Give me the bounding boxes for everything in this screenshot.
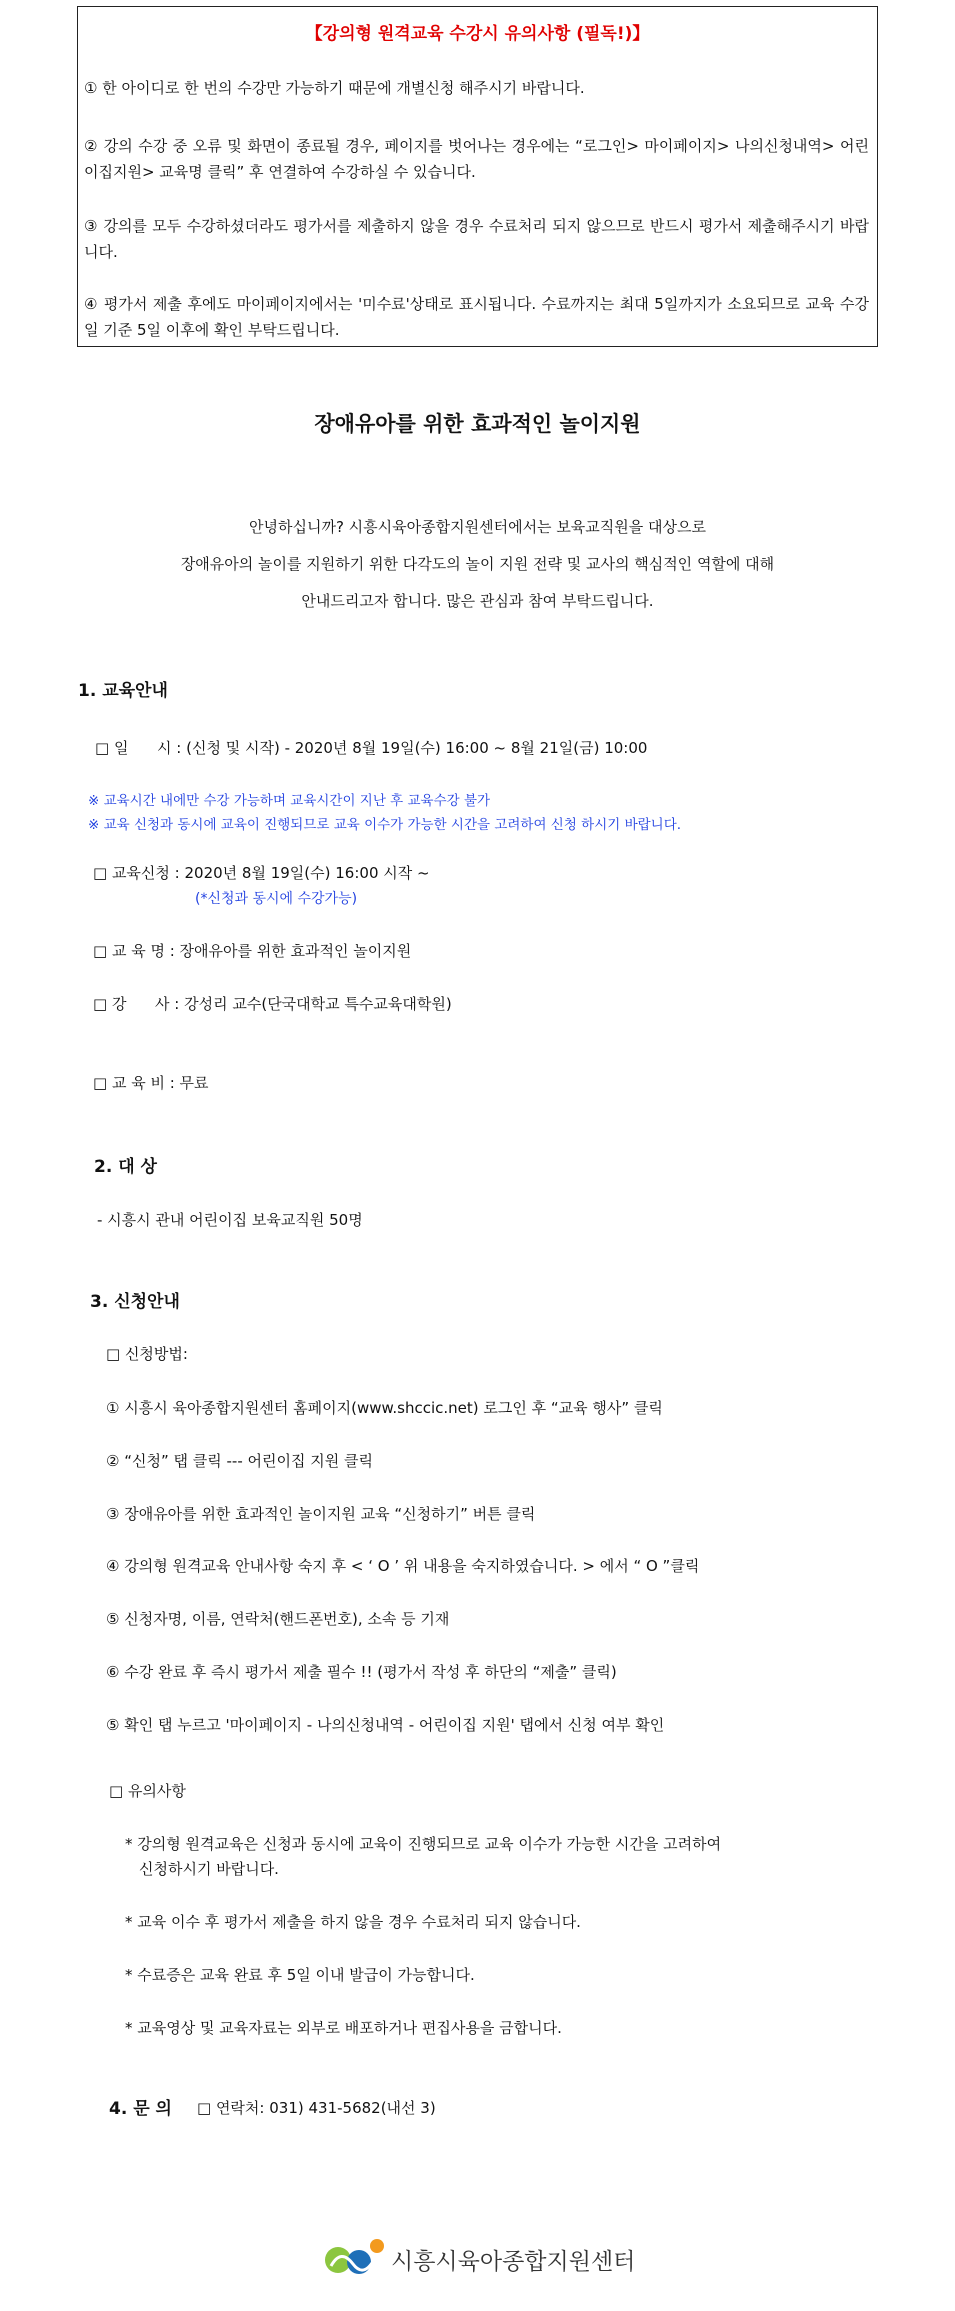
apply-line: □ 교육신청 : 2020년 8월 19일(수) 16:00 시작 ~	[93, 864, 430, 882]
contact-line: □ 연락처: 031) 431-5682(내선 3)	[197, 2099, 436, 2117]
step-2: ② “신청” 탭 클릭 --- 어린이집 지원 클릭	[106, 1452, 373, 1470]
section4-heading: 4. 문 의	[109, 2099, 172, 2119]
intro-line-3: 안내드리고자 합니다. 많은 관심과 참여 부탁드립니다.	[301, 592, 654, 610]
step-5: ⑤ 신청자명, 이름, 연락처(핸드폰번호), 소속 등 기재	[106, 1610, 450, 1628]
caution-2: * 교육 이수 후 평가서 제출을 하지 않을 경우 수료처리 되지 않습니다.	[125, 1913, 581, 1931]
caution-3: * 수료증은 교육 완료 후 5일 이내 발급이 가능합니다.	[125, 1966, 475, 1984]
section1-heading: 1. 교육안내	[78, 681, 168, 701]
page-title: 장애유아를 위한 효과적인 놀이지원	[314, 412, 641, 436]
center-logo-icon	[323, 2236, 387, 2280]
caution-1-cont: 신청하시기 바랍니다.	[139, 1860, 279, 1878]
section3-heading: 3. 신청안내	[90, 1292, 180, 1312]
caution-4: * 교육영상 및 교육자료는 외부로 배포하거나 편집사용을 금합니다.	[125, 2019, 562, 2037]
course-name-line: □ 교 육 명 : 장애유아를 위한 효과적인 놀이지원	[93, 942, 412, 960]
section2-heading: 2. 대 상	[94, 1157, 157, 1177]
footer-org-name: 시흥시육아종합지원센터	[391, 2249, 636, 2275]
notice-item-4: ④ 평가서 제출 후에도 마이페이지에서는 '미수료'상태로 표시됩니다. 수료까지는 최대 5일까지가 소요되므로 교육 수강일 기준 5일 이후에 확인 부탁드립니다.	[84, 295, 869, 339]
notice-title: 【강의형 원격교육 수강시 유의사항 (필독!)】	[305, 24, 650, 44]
notice-item-2: ② 강의 수강 중 오류 및 화면이 종료될 경우, 페이지를 벗어나는 경우에는 “로그인> 마이페이지> 나의신청내역> 어린이집지원> 교육명 클릭” 후 연결하여 수강하실 수 있습니다.	[84, 137, 869, 181]
apply-note: (*신청과 동시에 수강가능)	[195, 891, 358, 907]
lecturer-line: □ 강 사 : 강성리 교수(단국대학교 특수교육대학원)	[93, 995, 452, 1013]
intro-line-1: 안녕하십니까? 시흥시육아종합지원센터에서는 보육교직원을 대상으로	[249, 518, 706, 536]
step-4: ④ 강의형 원격교육 안내사항 숙지 후 < ‘ O ’ 위 내용을 숙지하였습니다. > 에서 “ O ”클릭	[106, 1557, 700, 1575]
caution-1: * 강의형 원격교육은 신청과 동시에 교육이 진행되므로 교육 이수가 가능한 시간을 고려하여	[125, 1835, 722, 1853]
step-6: ⑥ 수강 완료 후 즉시 평가서 제출 필수 !! (평가서 작성 후 하단의 “제출” 클릭)	[106, 1663, 617, 1681]
fee-line: □ 교 육 비 : 무료	[93, 1074, 209, 1092]
step-1: ① 시흥시 육아종합지원센터 홈페이지(www.shccic.net) 로그인 후 “교육 행사” 클릭	[106, 1399, 663, 1417]
method-label: □ 신청방법:	[106, 1345, 188, 1363]
notice-item-3: ③ 강의를 모두 수강하셨더라도 평가서를 제출하지 않을 경우 수료처리 되지 않으므로 반드시 평가서 제출해주시기 바랍니다.	[84, 217, 869, 261]
notice-box	[77, 6, 878, 347]
intro-line-2: 장애유아의 놀이를 지원하기 위한 다각도의 놀이 지원 전략 및 교사의 핵심적인 역할에 대해	[180, 555, 775, 573]
note-line-1: ※ 교육시간 내에만 수강 가능하며 교육시간이 지난 후 교육수강 불가	[88, 793, 491, 809]
caution-label: □ 유의사항	[109, 1782, 186, 1800]
step-3: ③ 장애유아를 위한 효과적인 놀이지원 교육 “신청하기” 버튼 클릭	[106, 1505, 536, 1523]
notice-item-1: ① 한 아이디로 한 번의 수강만 가능하기 때문에 개별신청 해주시기 바랍니다.	[84, 79, 585, 97]
schedule-line: □ 일 시 : (신청 및 시작) - 2020년 8월 19일(수) 16:00 ~ 8월 21일(금) 10:00	[95, 739, 648, 757]
target-line: - 시흥시 관내 어린이집 보육교직원 50명	[97, 1211, 363, 1229]
logo-green-circle	[325, 2247, 351, 2273]
note-line-2: ※ 교육 신청과 동시에 교육이 진행되므로 교육 이수가 가능한 시간을 고려하여 신청 하시기 바랍니다.	[88, 817, 682, 833]
logo-orange-circle	[370, 2239, 384, 2253]
step-7: ⑤ 확인 탭 누르고 '마이페이지 - 나의신청내역 - 어린이집 지원' 탭에서 신청 여부 확인	[106, 1716, 665, 1734]
